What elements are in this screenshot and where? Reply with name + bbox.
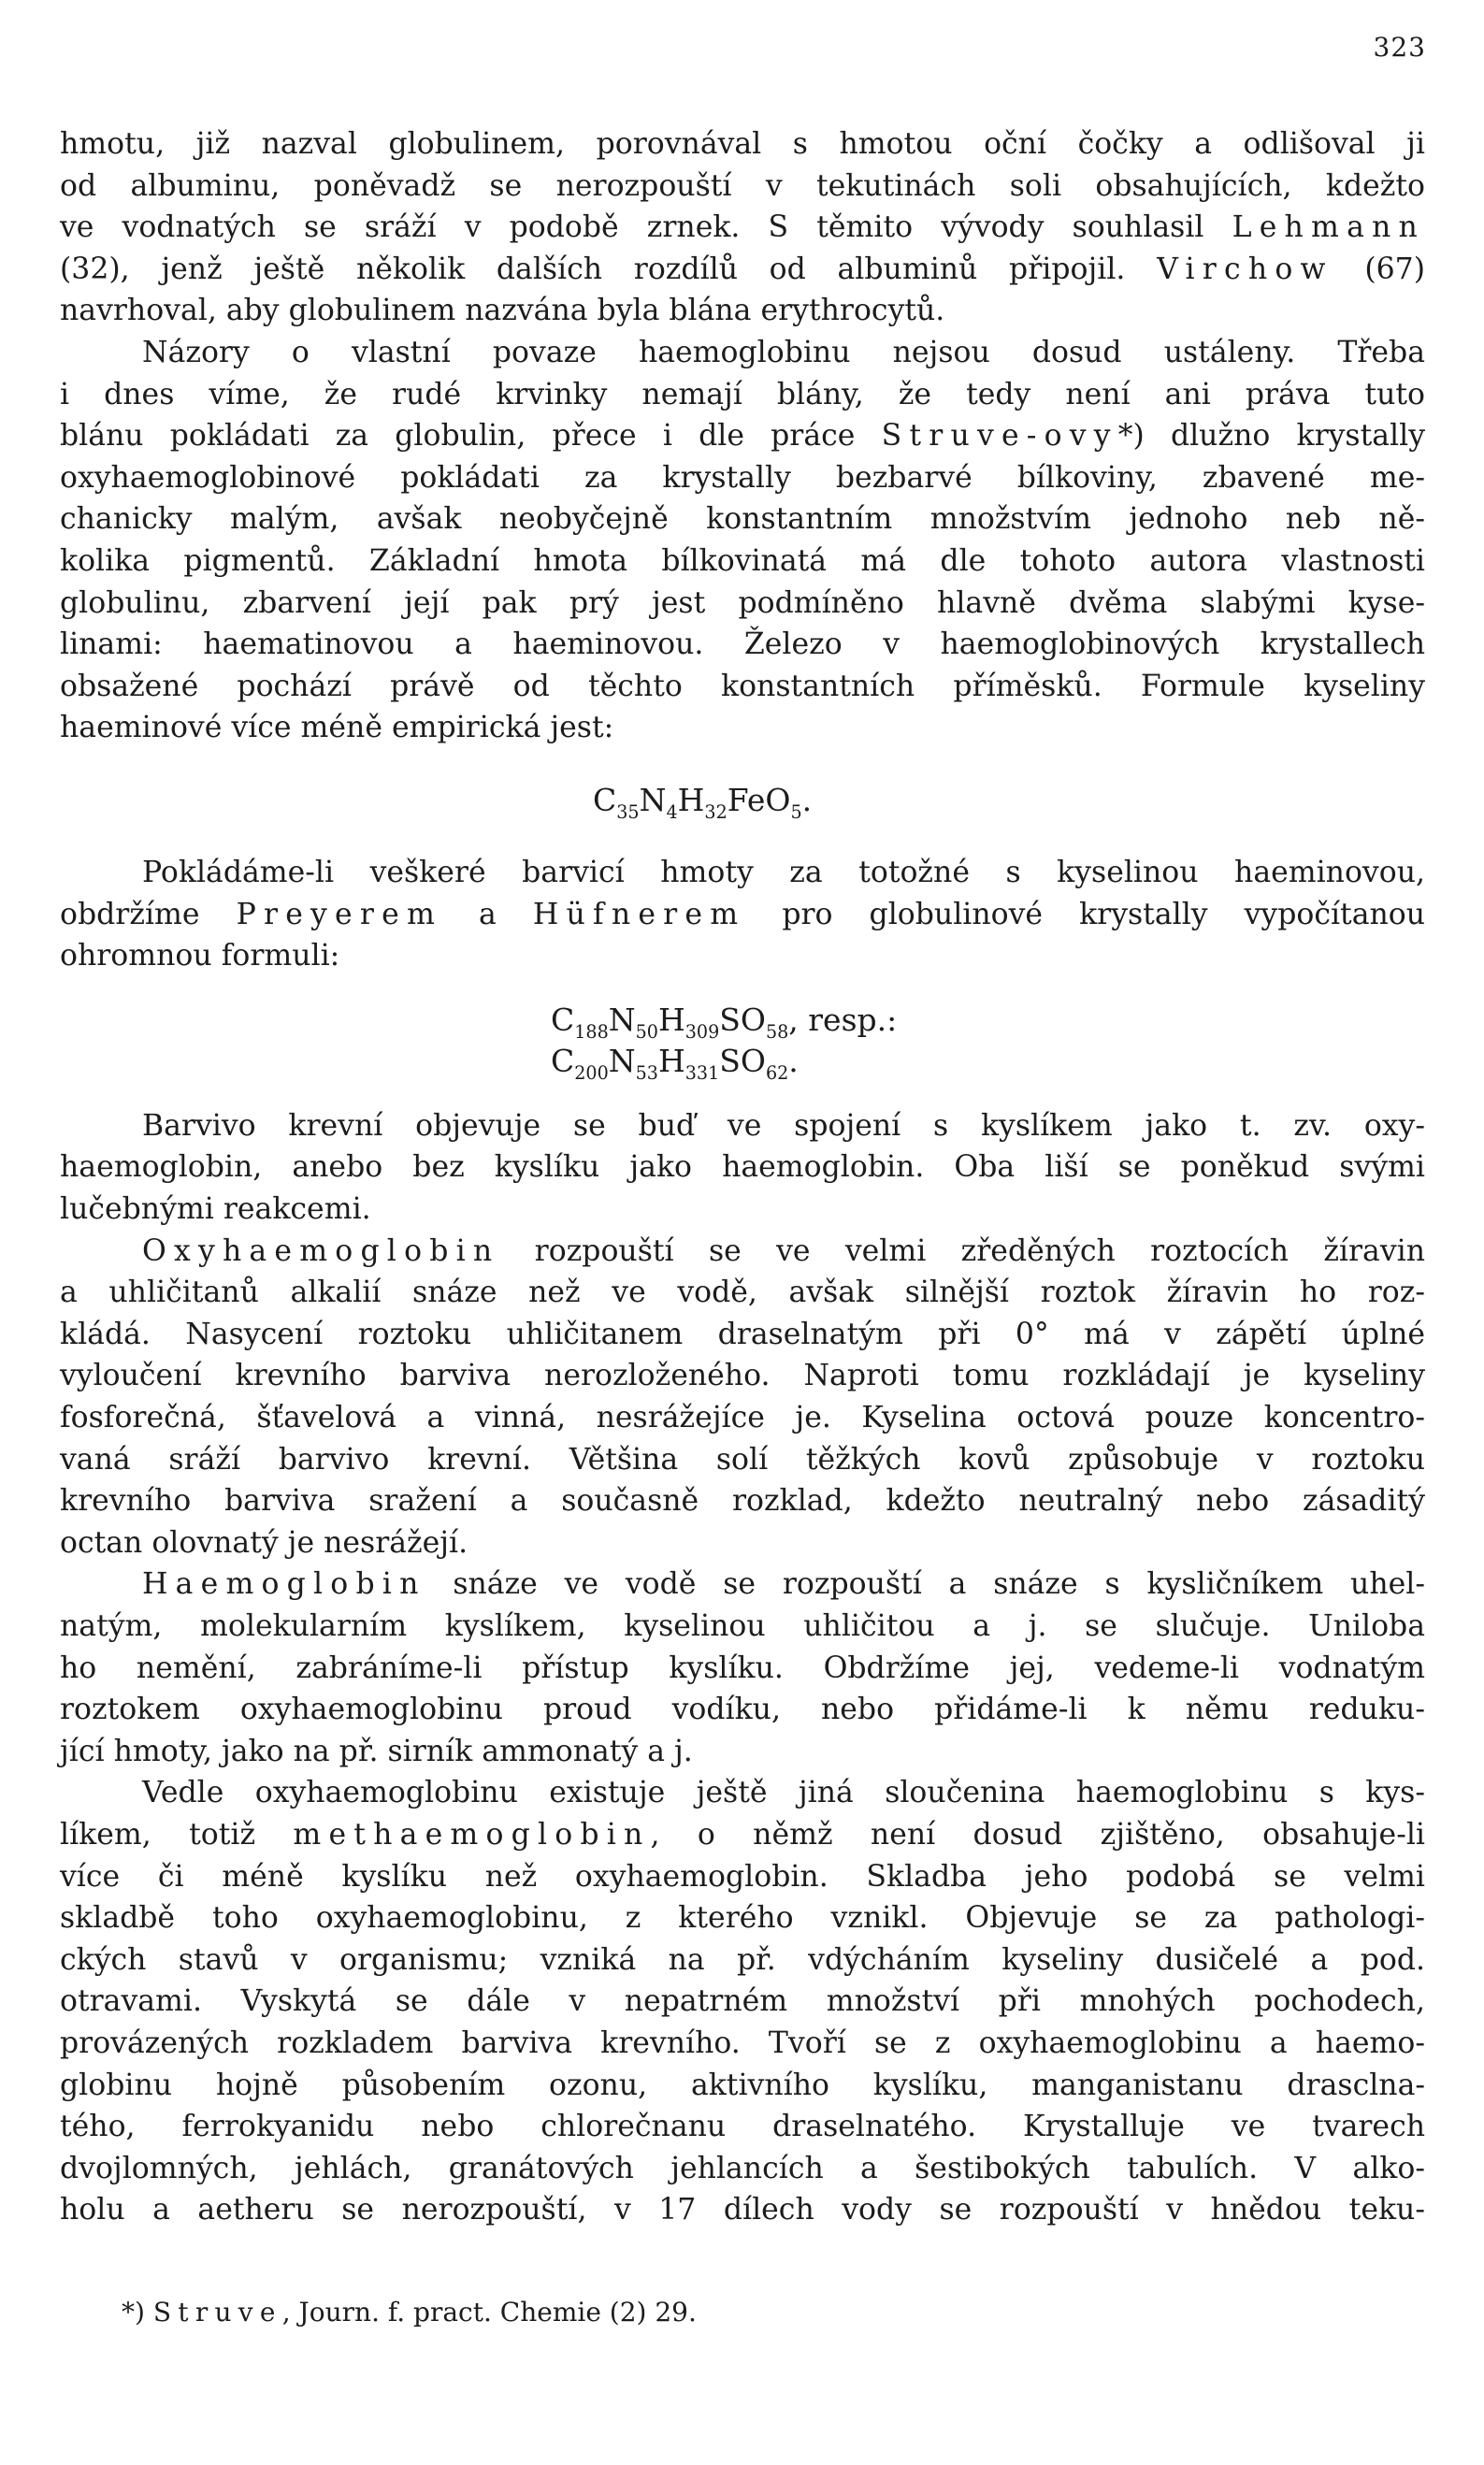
text-line xyxy=(60,415,1425,457)
author-name: Virchow xyxy=(1157,252,1333,286)
formula-block-globulin xyxy=(60,977,1425,1105)
text-line xyxy=(60,1231,1425,1273)
term-methaemoglobin: methaemoglobin xyxy=(293,1817,651,1852)
text-line: haeminové více méně empirická jest: xyxy=(60,711,614,745)
text-run: ve vodnatých se sráží v podobě zrnek. S těmito vývody souhlasil xyxy=(60,210,1232,245)
text-line: skladbě toho oxyhaemoglobinu, z kterého vznikl. Objevuje se za pathologi- xyxy=(60,1901,1425,1936)
text-line: octan olovnatý je nesrážejí. xyxy=(60,1525,468,1560)
text-line: ohromnou formuli: xyxy=(60,939,340,973)
text-run: líkem, totiž xyxy=(60,1817,294,1852)
footnote xyxy=(122,2297,697,2328)
text-line: Pokládáme-li veškeré barvicí hmoty za totožné s kyselinou haeminovou, xyxy=(142,855,1425,889)
text-line: od albuminu, poněvadž se nerozpouští v tekutinách soli obsahujících, kdežto xyxy=(60,168,1425,203)
text-line: lučebnými reakcemi. xyxy=(60,1192,371,1227)
footnote-mark: *) xyxy=(122,2297,153,2328)
text-line: hmotu, již nazval globulinem, porovnával s hmotou oční čočky a odlišoval ji xyxy=(60,127,1425,161)
text-line: vaná sráží barvivo krevní. Většina solí těžkých kovů způsobuje v roztoku xyxy=(60,1442,1425,1477)
text-line: globinu hojně působením ozonu, aktivního kyslíku, manganistanu drasclna- xyxy=(60,2068,1425,2102)
text-line: holu a aetheru se nerozpouští, v 17 dílech vody se rozpouští v hnědou teku- xyxy=(60,2193,1425,2227)
text-run: obdržíme xyxy=(60,897,237,931)
text-line: ho nemění, zabráníme-li přístup kyslíku. Obdržíme jej, vedeme-li vodnatým xyxy=(60,1651,1425,1685)
text-line xyxy=(60,1564,1425,1606)
text-line xyxy=(60,207,1425,249)
text-line: provázených rozkladem barviva krevního. Tvoří se z oxyhaemoglobinu a haemo- xyxy=(60,2025,1425,2060)
text-run: blánu pokládati za globulin, přece i dle práce xyxy=(60,419,882,454)
text-run: (67) xyxy=(1333,252,1425,286)
text-line: fosforečná, šťavelová a vinná, nesrážejíce je. Kyselina octová pouze koncentro- xyxy=(60,1401,1425,1435)
author-name: Preyerem xyxy=(236,897,442,931)
text-line: chanicky malým, avšak neobyčejně konstantním množstvím jednoho neb ně- xyxy=(60,502,1425,537)
text-line: krevního barviva sražení a současně rozklad, kdežto neutralný nebo zásaditý xyxy=(60,1484,1425,1519)
text-line: linami: haematinovou a haeminovou. Železo v haemoglobinových krystallech xyxy=(60,627,1425,662)
text-line: kládá. Nasycení roztoku uhličitanem draselnatým při 0° má v zápětí úplné xyxy=(60,1317,1425,1351)
text-run: (32), jenž ještě několik dalších rozdílů od albuminů připojil. xyxy=(60,252,1158,286)
text-run: a xyxy=(442,897,533,931)
text-run: rozpouští se ve velmi zředěných roztocích žíravin xyxy=(499,1233,1425,1268)
formula-globulin-1: $C_{188}N_{50}H_{309}SO_{58}$, resp.: xyxy=(551,1001,898,1043)
text-run: pro globulinové krystally vypočítanou xyxy=(745,897,1426,931)
text-line: globulinu, zbarvení její pak prý jest podmíněno hlavně dvěma slabými kyse- xyxy=(60,585,1425,620)
text-line: otravami. Vyskytá se dále v nepatrném množství při mnohých pochodech, xyxy=(60,1984,1425,2019)
text-run: *) dlužno krystally xyxy=(1117,419,1425,454)
text-line: haemoglobin, anebo bez kyslíku jako haemoglobin. Oba liší se poněkud svými xyxy=(60,1150,1425,1185)
term-haemoglobin: Haemoglobin xyxy=(142,1567,426,1602)
text-line: jící hmoty, jako na př. sirník ammonatý a j. xyxy=(60,1734,693,1768)
text-line: natým, molekularním kyslíkem, kyselinou uhličitou a j. se slučuje. Uniloba xyxy=(60,1609,1425,1643)
text-line: Vedle oxyhaemoglobinu existuje ještě jiná sloučenina haemoglobinu s kys- xyxy=(142,1776,1425,1810)
footnote-author: Struve xyxy=(152,2297,282,2328)
text-line: i dnes víme, že rudé krvinky nemají blány, že tedy není ani práva tuto xyxy=(60,377,1425,411)
text-line xyxy=(60,1814,1425,1856)
author-name: Lehmann xyxy=(1232,210,1425,245)
author-name: Struve-ovy xyxy=(881,419,1118,454)
text-line: kolika pigmentů. Základní hmota bílkovinatá má dle tohoto autora vlastnosti xyxy=(60,543,1425,578)
text-line: vyloučení krevního barviva nerozloženého. Naproti tomu rozkládají je kyseliny xyxy=(60,1359,1425,1393)
formula-globulin-2: $C_{200}N_{53}H_{331}SO_{62}$. xyxy=(551,1043,799,1085)
text-line: ckých stavů v organismu; vzniká na př. vdýcháním kyseliny dusičelé a pod. xyxy=(60,1942,1425,1977)
text-line: tého, ferrokyanidu nebo chlorečnanu draselnatého. Krystalluje ve tvarech xyxy=(60,2110,1425,2144)
text-line: více či méně kyslíku než oxyhaemoglobin. Skladba jeho podobá se velmi xyxy=(60,1859,1425,1894)
formula-haemin: $C_{35}N_4H_{32}FeO_5$. xyxy=(593,781,813,823)
text-line: obsažené pochází právě od těchto konstantních příměsků. Formule kyseliny xyxy=(60,669,1425,703)
text-line: dvojlomných, jehlách, granátových jehlancích a šestibokých tabulích. V alko- xyxy=(60,2151,1425,2185)
text-run: , o němž není dosud zjištěno, obsahuje-li xyxy=(650,1817,1425,1852)
text-line: Barvivo krevní objevuje se buď ve spojení s kyslíkem jako t. zv. oxy- xyxy=(142,1108,1425,1143)
text-line xyxy=(60,249,1425,291)
author-name: Hüfnerem xyxy=(532,897,746,931)
footnote-reference: , Journ. f. pract. Chemie (2) 29. xyxy=(281,2297,697,2328)
text-line: roztokem oxyhaemoglobinu proud vodíku, nebo přidáme-li k němu reduku- xyxy=(60,1693,1425,1727)
text-line xyxy=(60,894,1425,936)
term-oxyhaemoglobin: Oxyhaemoglobin xyxy=(142,1233,500,1268)
text-line: oxyhaemoglobinové pokládati za krystally bezbarvé bílkoviny, zbavené me- xyxy=(60,460,1425,495)
text-line: navrhoval, aby globulinem nazvána byla blána erythrocytů. xyxy=(60,294,945,328)
body-text xyxy=(60,123,1425,2231)
page-number: 323 xyxy=(1373,32,1426,63)
text-line: Názory o vlastní povaze haemoglobinu nejsou dosud ustáleny. Třeba xyxy=(142,335,1425,369)
text-line: a uhličitanů alkalií snáze než ve vodě, avšak silnější roztok žíravin ho roz- xyxy=(60,1276,1425,1310)
text-run: snáze ve vodě se rozpouští a snáze s kysličníkem uhel- xyxy=(425,1567,1425,1602)
